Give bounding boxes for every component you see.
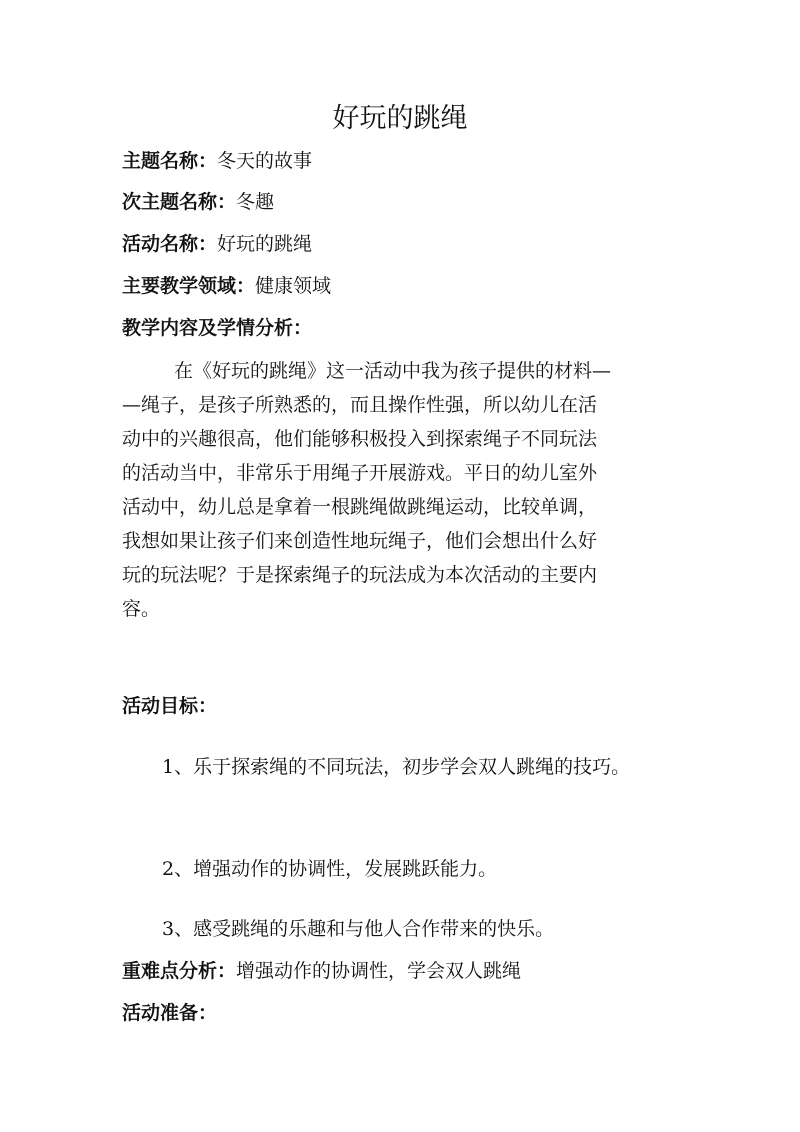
analysis-heading [122,313,312,343]
theme-value: 冬天的故事 [217,150,313,172]
analysis-line: 活动中，幼儿总是拿着一根跳绳做跳绳运动，比较单调， [122,496,598,518]
sub-theme-label: 次主题名称： [122,191,237,213]
document-title: 好玩的跳绳 [332,103,468,134]
domain-label: 主要教学领域： [122,275,256,297]
sub-theme-value: 冬趣 [236,191,275,213]
activity-value: 好玩的跳绳 [217,233,313,255]
theme-line [122,146,312,176]
analysis-heading-label: 教学内容及学情分析： [122,317,313,339]
analysis-line: 玩的玩法呢？于是探索绳子的玩法成为本次活动的主要内 [122,564,598,586]
goals-heading [122,691,217,721]
analysis-line: 在《好玩的跳绳》这一活动中我为孩子提供的材料— [174,360,612,382]
analysis-line: 容。 [122,598,161,620]
domain-line [122,271,331,301]
key-points-line [122,956,521,986]
goal-item-3: 3、感受跳绳的乐趣和与他人合作带来的快乐。 [162,918,555,940]
goals-heading-label: 活动目标： [122,695,218,717]
analysis-line: 的活动当中，非常乐于用绳子开展游戏。平日的幼儿室外 [122,462,598,484]
analysis-line: 我想如果让孩子们来创造性地玩绳子，他们会想出什么好 [122,530,598,552]
analysis-paragraph [122,354,682,626]
goal-item-1: 1、乐于探索绳的不同玩法，初步学会双人跳绳的技巧。 [162,756,631,778]
analysis-line: —绳子，是孩子所熟悉的，而且操作性强，所以幼儿在活 [122,394,598,416]
goal-item-2: 2、增强动作的协调性，发展跳跃能力。 [162,858,498,880]
key-points-value: 增强动作的协调性，学会双人跳绳 [236,960,522,982]
activity-label: 活动名称： [122,233,218,255]
preparation-heading-label: 活动准备： [122,1002,218,1024]
theme-label: 主题名称： [122,150,218,172]
sub-theme-line [122,187,274,217]
activity-line [122,229,312,259]
analysis-line: 动中的兴趣很高，他们能够积极投入到探索绳子不同玩法 [122,428,598,450]
preparation-heading [122,998,217,1028]
key-points-label: 重难点分析： [122,960,237,982]
domain-value: 健康领域 [255,275,332,297]
